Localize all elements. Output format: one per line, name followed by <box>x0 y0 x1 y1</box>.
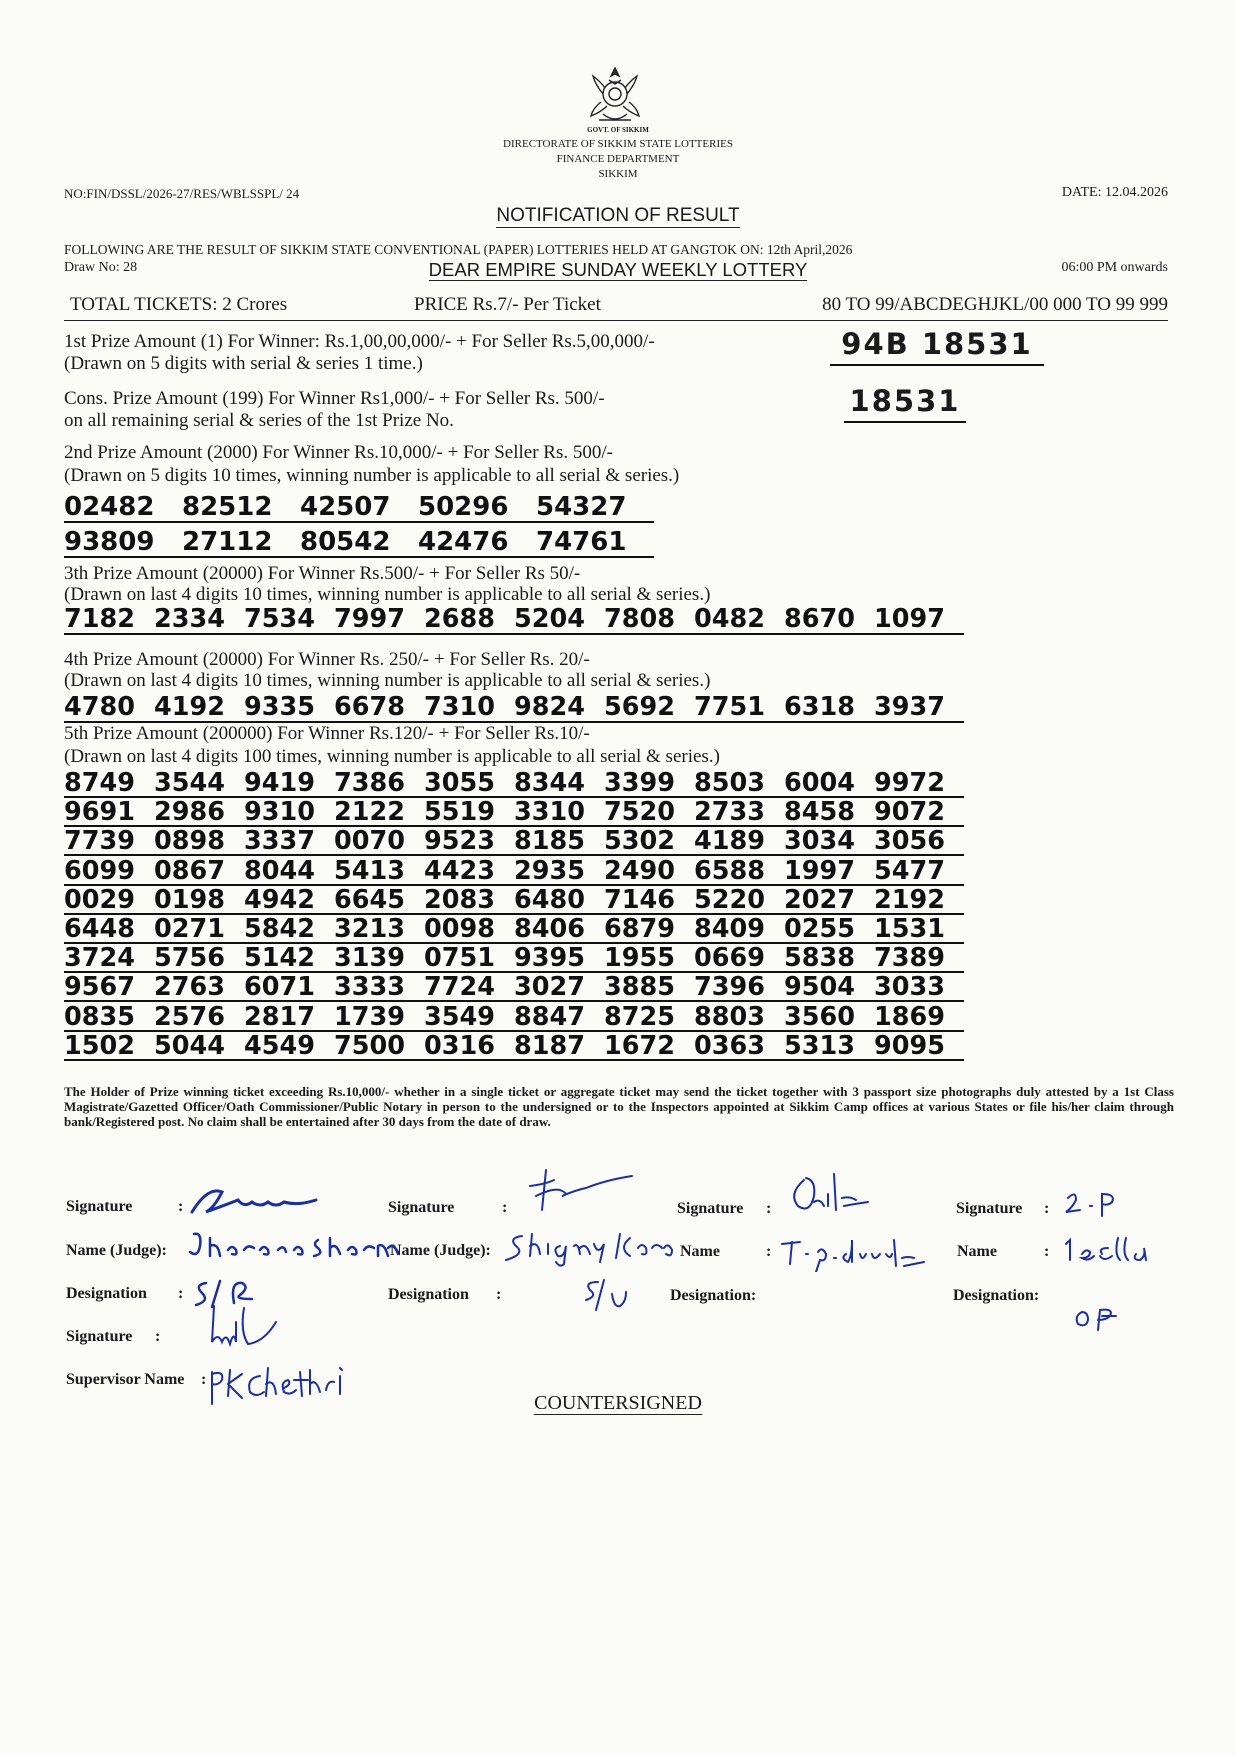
total-tickets: TOTAL TICKETS: 2 Crores <box>70 294 288 315</box>
judge2-signature <box>516 1166 636 1216</box>
supervisor-signature <box>204 1302 284 1362</box>
fifth-prize-number: 5838 <box>784 945 874 973</box>
fifth-prize-number: 5842 <box>244 916 334 944</box>
fifth-prize-row <box>64 916 964 944</box>
fifth-prize-number: 1955 <box>604 945 694 973</box>
fifth-prize-row <box>64 799 964 827</box>
fifth-prize-number: 7500 <box>334 1033 424 1061</box>
countersigned-label: COUNTERSIGNED <box>534 1392 702 1414</box>
series-range: 80 TO 99/ABCDEGHJKL/00 000 TO 99 999 <box>822 294 1168 315</box>
fifth-prize-number: 2122 <box>334 799 424 827</box>
fifth-prize-number: 8344 <box>514 770 604 798</box>
fifth-prize-number: 0363 <box>694 1033 784 1061</box>
fourth-prize-number: 3937 <box>874 694 964 723</box>
fifth-prize-number: 3027 <box>514 974 604 1002</box>
fifth-prize-number: 8725 <box>604 1004 694 1032</box>
govt-label: GOVT. OF SIKKIM <box>587 126 649 134</box>
fifth-prize-number: 0316 <box>424 1033 514 1061</box>
third-prize-number: 5204 <box>514 606 604 635</box>
fifth-prize-number: 7386 <box>334 770 424 798</box>
signature-label-2: Signature <box>388 1199 455 1216</box>
fifth-prize-number: 6099 <box>64 858 154 886</box>
third-prize-number: 7182 <box>64 606 154 635</box>
third-prize-number: 2334 <box>154 606 244 635</box>
judge3-name-handwritten <box>778 1232 928 1272</box>
fifth-prize-number: 7724 <box>424 974 514 1002</box>
sikkim-emblem-icon <box>585 64 645 128</box>
fifth-prize-number: 6004 <box>784 770 874 798</box>
fifth-prize-number: 0255 <box>784 916 874 944</box>
fifth-prize-number: 4423 <box>424 858 514 886</box>
draw-time: 06:00 PM onwards <box>1061 260 1168 275</box>
fifth-prize-number: 9310 <box>244 799 334 827</box>
second-prize-row <box>64 493 654 523</box>
second-prize-number: 80542 <box>300 528 418 558</box>
fifth-prize-number: 3139 <box>334 945 424 973</box>
third-prize-line1: 3th Prize Amount (20000) For Winner Rs.500/- + For Seller Rs 50/- <box>64 563 581 584</box>
third-prize-number: 8670 <box>784 606 874 635</box>
designation-label-3: Designation: <box>670 1287 757 1304</box>
fifth-prize-number: 1869 <box>874 1004 964 1032</box>
fifth-prize-number: 9691 <box>64 799 154 827</box>
fifth-prize-number: 6480 <box>514 887 604 915</box>
department-label: FINANCE DEPARTMENT <box>556 153 680 165</box>
second-prize-number: 82512 <box>182 493 300 523</box>
fifth-prize-number: 0029 <box>64 887 154 915</box>
supervisor-name-label: Supervisor Name <box>66 1371 185 1388</box>
judge4-name-handwritten <box>1060 1234 1155 1264</box>
fifth-prize-row <box>64 884 964 915</box>
fifth-prize-number: 4549 <box>244 1033 334 1061</box>
fifth-prize-number: 3056 <box>874 828 964 856</box>
fifth-prize-number: 5220 <box>694 887 784 915</box>
second-prize-number: 02482 <box>64 493 182 523</box>
designation-label-4: Designation: <box>953 1287 1040 1304</box>
fourth-prize-number: 7310 <box>424 694 514 723</box>
fifth-prize-number: 0867 <box>154 858 244 886</box>
third-prize-row <box>64 606 964 635</box>
judge1-signature <box>188 1182 328 1218</box>
second-prize-line1: 2nd Prize Amount (2000) For Winner Rs.10,000/- + For Seller Rs. 500/- <box>64 442 613 463</box>
fifth-prize-number: 3055 <box>424 770 514 798</box>
fifth-prize-number: 8406 <box>514 916 604 944</box>
fifth-prize-number: 0669 <box>694 945 784 973</box>
fifth-prize-number: 0271 <box>154 916 244 944</box>
fifth-prize-number: 3724 <box>64 945 154 973</box>
fourth-prize-line1: 4th Prize Amount (20000) For Winner Rs. 250/- + For Seller Rs. 20/- <box>64 649 590 670</box>
judge1-name-handwritten <box>188 1228 403 1262</box>
state-label: SIKKIM <box>598 168 638 180</box>
fifth-prize-number: 8458 <box>784 799 874 827</box>
second-prize-number: 42507 <box>300 493 418 523</box>
signature-label-supervisor: Signature <box>66 1328 133 1345</box>
fifth-prize-row <box>64 855 964 886</box>
judge3-signature <box>784 1170 874 1220</box>
fifth-prize-number: 3337 <box>244 828 334 856</box>
fifth-prize-number: 0070 <box>334 828 424 856</box>
designation-label-2: Designation <box>388 1286 469 1303</box>
fifth-prize-number: 1502 <box>64 1033 154 1061</box>
fifth-prize-line2: (Drawn on last 4 digits 100 times, winning number is applicable to all serial & series.) <box>64 746 720 767</box>
fifth-prize-number: 2763 <box>154 974 244 1002</box>
second-prize-row <box>64 528 654 558</box>
fifth-prize-number: 4942 <box>244 887 334 915</box>
directorate-label: DIRECTORATE OF SIKKIM STATE LOTTERIES <box>503 138 733 150</box>
third-prize-number: 2688 <box>424 606 514 635</box>
fifth-prize-number: 5477 <box>874 858 964 886</box>
second-prize-number: 27112 <box>182 528 300 558</box>
signature-label-1: Signature <box>66 1198 133 1215</box>
fourth-prize-line2: (Drawn on last 4 digits 10 times, winning number is applicable to all serial & series.) <box>64 670 711 691</box>
fifth-prize-number: 6645 <box>334 887 424 915</box>
second-prize-number: 50296 <box>418 493 536 523</box>
fifth-prize-number: 6071 <box>244 974 334 1002</box>
fifth-prize-number: 3310 <box>514 799 604 827</box>
fifth-prize-number: 7739 <box>64 828 154 856</box>
fifth-prize-number: 2733 <box>694 799 784 827</box>
fifth-prize-number: 8803 <box>694 1004 784 1032</box>
fifth-prize-number: 3560 <box>784 1004 874 1032</box>
ticket-info-bar <box>64 294 1168 321</box>
reference-number: NO:FIN/DSSL/2026-27/RES/WBLSSPL/ 24 <box>64 186 300 201</box>
fifth-prize-number: 1739 <box>334 1004 424 1032</box>
fifth-prize-number: 2935 <box>514 858 604 886</box>
judge4-signature <box>1062 1188 1122 1218</box>
judge4-designation-handwritten <box>1072 1302 1122 1332</box>
fifth-prize-number: 5313 <box>784 1033 874 1061</box>
fifth-prize-number: 5519 <box>424 799 514 827</box>
fifth-prize-number: 3034 <box>784 828 874 856</box>
fifth-prize-number: 3549 <box>424 1004 514 1032</box>
third-prize-number: 0482 <box>694 606 784 635</box>
second-prize-number: 54327 <box>536 493 654 523</box>
second-prize-line2: (Drawn on 5 digits 10 times, winning number is applicable to all serial & series.) <box>64 465 680 486</box>
fourth-prize-number: 9335 <box>244 694 334 723</box>
fifth-prize-number: 5413 <box>334 858 424 886</box>
fifth-prize-number: 3033 <box>874 974 964 1002</box>
fourth-prize-row <box>64 694 964 723</box>
fifth-prize-number: 1997 <box>784 858 874 886</box>
ticket-price: PRICE Rs.7/- Per Ticket <box>414 294 601 315</box>
fifth-prize-number: 4189 <box>694 828 784 856</box>
fifth-prize-number: 1531 <box>874 916 964 944</box>
fifth-prize-number: 9567 <box>64 974 154 1002</box>
fifth-prize-number: 9523 <box>424 828 514 856</box>
fourth-prize-number: 7751 <box>694 694 784 723</box>
fifth-prize-number: 6448 <box>64 916 154 944</box>
second-prize-number: 74761 <box>536 528 654 558</box>
fifth-prize-number: 7146 <box>604 887 694 915</box>
first-prize-number: 94B 18531 <box>830 324 1044 366</box>
following-statement: FOLLOWING ARE THE RESULT OF SIKKIM STATE CONVENTIONAL (PAPER) LOTTERIES HELD AT GANGTOK ON: 12th April,2026 <box>64 242 853 257</box>
claim-instructions: The Holder of Prize winning ticket exceeding Rs.10,000/- whether in a single ticket or aggregate ticket may send the ticket together with 3 passport size photographs duly attested by a 1st Class Magistrate/Gazetted Officer/Oath Commissioner/Public Notary in person to the undersigned or to the Inspectors appointed at Sikkim Camp offices at various States or file his/her claim through bank/Registered post. No claim shall be entertained after 30 days from the date of draw. <box>64 1084 1174 1129</box>
fifth-prize-number: 3213 <box>334 916 424 944</box>
fifth-prize-number: 0198 <box>154 887 244 915</box>
cons-prize-number: 18531 <box>844 381 966 423</box>
signature-label-3: Signature <box>677 1200 744 1217</box>
notification-date: DATE: 12.04.2026 <box>1061 185 1168 200</box>
cons-prize-line1: Cons. Prize Amount (199) For Winner Rs1,000/- + For Seller Rs. 500/- <box>64 388 605 409</box>
second-prize-number: 93809 <box>64 528 182 558</box>
third-prize-line2: (Drawn on last 4 digits 10 times, winning number is applicable to all serial & series.) <box>64 584 711 605</box>
third-prize-number: 7534 <box>244 606 334 635</box>
fifth-prize-line1: 5th Prize Amount (200000) For Winner Rs.120/- + For Seller Rs.10/- <box>64 723 590 744</box>
fifth-prize-number: 9072 <box>874 799 964 827</box>
fifth-prize-number: 2490 <box>604 858 694 886</box>
fifth-prize-row <box>64 770 964 798</box>
fifth-prize-number: 8847 <box>514 1004 604 1032</box>
fifth-prize-number: 2027 <box>784 887 874 915</box>
fourth-prize-number: 4780 <box>64 694 154 723</box>
fifth-prize-number: 2083 <box>424 887 514 915</box>
judge2-designation-handwritten <box>580 1278 630 1314</box>
third-prize-number: 1097 <box>874 606 964 635</box>
fifth-prize-number: 3885 <box>604 974 694 1002</box>
fifth-prize-number: 0835 <box>64 1004 154 1032</box>
fourth-prize-number: 4192 <box>154 694 244 723</box>
fifth-prize-number: 5142 <box>244 945 334 973</box>
fifth-prize-number: 6879 <box>604 916 694 944</box>
fifth-prize-row <box>64 828 964 856</box>
fifth-prize-number: 3544 <box>154 770 244 798</box>
fifth-prize-number: 7396 <box>694 974 784 1002</box>
cons-prize-line2: on all remaining serial & series of the 1st Prize No. <box>64 410 454 431</box>
fifth-prize-number: 2817 <box>244 1004 334 1032</box>
fifth-prize-number: 8185 <box>514 828 604 856</box>
fifth-prize-number: 0898 <box>154 828 244 856</box>
fifth-prize-number: 6588 <box>694 858 784 886</box>
name-judge-label-2: Name (Judge): <box>390 1242 491 1259</box>
fifth-prize-number: 8044 <box>244 858 334 886</box>
fifth-prize-number: 0098 <box>424 916 514 944</box>
fifth-prize-row <box>64 1001 964 1032</box>
signature-label-4: Signature <box>956 1200 1023 1217</box>
fifth-prize-number: 3333 <box>334 974 424 1002</box>
name-label-3: Name <box>680 1243 720 1260</box>
name-judge-label-1: Name (Judge): <box>66 1242 167 1259</box>
designation-label-1: Designation <box>66 1285 147 1302</box>
first-prize-line1: 1st Prize Amount (1) For Winner: Rs.1,00,00,000/- + For Seller Rs.5,00,000/- <box>64 331 655 352</box>
fifth-prize-row <box>64 974 964 1002</box>
fifth-prize-number: 8409 <box>694 916 784 944</box>
fifth-prize-number: 3399 <box>604 770 694 798</box>
judge2-name-handwritten <box>504 1228 679 1268</box>
fifth-prize-number: 5756 <box>154 945 244 973</box>
fifth-prize-number: 9419 <box>244 770 334 798</box>
fifth-prize-number: 7389 <box>874 945 964 973</box>
fifth-prize-number: 5044 <box>154 1033 244 1061</box>
third-prize-number: 7997 <box>334 606 424 635</box>
fifth-prize-number: 8503 <box>694 770 784 798</box>
fifth-prize-number: 8187 <box>514 1033 604 1061</box>
first-prize-line2: (Drawn on 5 digits with serial & series 1 time.) <box>64 353 423 374</box>
draw-number: Draw No: 28 <box>64 260 138 275</box>
fifth-prize-number: 9504 <box>784 974 874 1002</box>
fifth-prize-row <box>64 1030 964 1061</box>
fifth-prize-number: 2192 <box>874 887 964 915</box>
fourth-prize-number: 9824 <box>514 694 604 723</box>
fifth-prize-number: 9095 <box>874 1033 964 1061</box>
third-prize-number: 7808 <box>604 606 694 635</box>
name-label-4: Name <box>957 1243 997 1260</box>
fourth-prize-number: 5692 <box>604 694 694 723</box>
fifth-prize-number: 2986 <box>154 799 244 827</box>
notification-title: NOTIFICATION OF RESULT <box>496 205 740 226</box>
fifth-prize-number: 1672 <box>604 1033 694 1061</box>
fourth-prize-number: 6318 <box>784 694 874 723</box>
fifth-prize-row <box>64 945 964 973</box>
fifth-prize-number: 2576 <box>154 1004 244 1032</box>
second-prize-number: 42476 <box>418 528 536 558</box>
fifth-prize-number: 5302 <box>604 828 694 856</box>
lottery-name: DEAR EMPIRE SUNDAY WEEKLY LOTTERY <box>428 259 808 280</box>
fourth-prize-number: 6678 <box>334 694 424 723</box>
fifth-prize-number: 0751 <box>424 945 514 973</box>
fifth-prize-number: 7520 <box>604 799 694 827</box>
fifth-prize-number: 9395 <box>514 945 604 973</box>
fifth-prize-number: 8749 <box>64 770 154 798</box>
fifth-prize-number: 9972 <box>874 770 964 798</box>
